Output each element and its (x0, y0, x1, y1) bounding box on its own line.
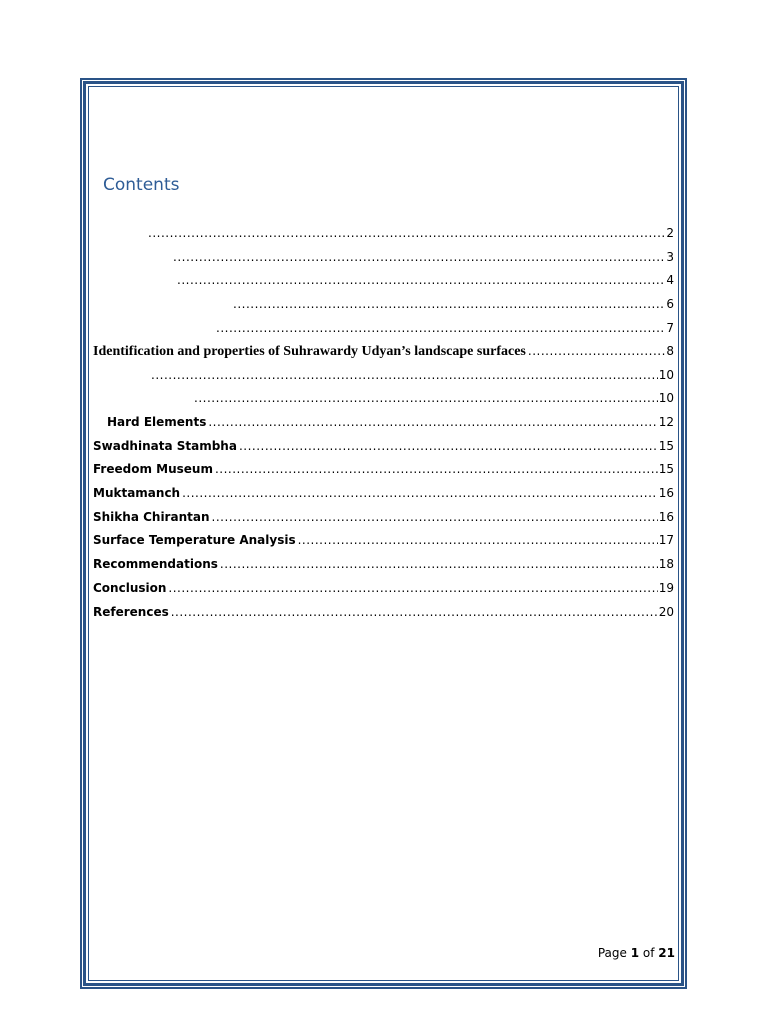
toc-entry-page: 16 (658, 510, 674, 524)
toc-entry-page: 15 (658, 462, 674, 476)
toc-entry[interactable] (93, 557, 674, 575)
toc-entry-page: 17 (658, 533, 674, 547)
toc-entry[interactable] (149, 368, 674, 386)
toc-leader-dots (173, 250, 665, 264)
toc-leader-dots (212, 510, 658, 524)
toc-entry[interactable] (93, 533, 674, 551)
toc-leader-dots (220, 557, 658, 571)
toc-entry-page: 18 (658, 557, 674, 571)
toc-entry-page: 20 (658, 605, 674, 619)
contents-heading: Contents (103, 175, 180, 195)
toc-entry[interactable] (231, 297, 674, 315)
toc-entry-page: 8 (666, 344, 674, 358)
toc-entry-page: 2 (666, 226, 674, 240)
toc-entry-title: Hard Elements (107, 415, 207, 429)
toc-entry-title: Surface Temperature Analysis (93, 533, 296, 547)
toc-entry-page: 7 (666, 321, 674, 335)
toc-entry-title: References (93, 605, 169, 619)
toc-entry-title: Conclusion (93, 581, 167, 595)
toc-leader-dots (148, 226, 665, 240)
toc-entry-page: 3 (666, 250, 674, 264)
toc-entry[interactable] (171, 250, 674, 268)
toc-leader-dots (171, 605, 658, 619)
toc-entry[interactable] (214, 321, 674, 339)
toc-leader-dots (168, 581, 657, 595)
toc-leader-dots (177, 273, 665, 287)
toc-entry-page: 16 (658, 486, 674, 500)
toc-leader-dots (182, 486, 658, 500)
toc-entry[interactable] (93, 462, 674, 480)
toc-entry[interactable] (93, 581, 674, 599)
toc-entry[interactable] (93, 486, 674, 504)
toc-entry-page: 4 (666, 273, 674, 287)
toc-entry[interactable] (107, 415, 674, 433)
toc-entry-page: 19 (658, 581, 674, 595)
toc-leader-dots (528, 344, 665, 358)
toc-leader-dots (194, 391, 658, 405)
toc-entry-page: 10 (658, 368, 674, 382)
toc-entry[interactable] (93, 439, 674, 457)
toc-leader-dots (216, 321, 665, 335)
toc-entry-title: Freedom Museum (93, 462, 213, 476)
toc-leader-dots (298, 533, 658, 547)
toc-entry-title: Swadhinata Stambha (93, 439, 237, 453)
toc-leader-dots (233, 297, 665, 311)
page-number-footer (598, 946, 675, 960)
toc-entry-page: 6 (666, 297, 674, 311)
toc-entry[interactable] (93, 510, 674, 528)
footer-current-page: 1 (630, 946, 640, 960)
toc-entry-title: Identification and properties of Suhrawardy Udyan’s landscape surfaces (93, 344, 526, 359)
footer-total-pages: 21 (658, 946, 675, 960)
toc-entry-title: Shikha Chirantan (93, 510, 210, 524)
toc-entry[interactable] (146, 226, 674, 244)
toc-entry-page: 12 (658, 415, 674, 429)
toc-leader-dots (208, 415, 657, 429)
toc-entry[interactable] (192, 391, 674, 409)
toc-entry[interactable] (93, 605, 674, 623)
toc-leader-dots (151, 368, 658, 382)
toc-leader-dots (239, 439, 658, 453)
toc-leader-dots (215, 462, 658, 476)
toc-entry-title: Recommendations (93, 557, 218, 571)
toc-entry[interactable] (175, 273, 674, 291)
toc-entry-page: 15 (658, 439, 674, 453)
footer-page-label: Page (597, 946, 627, 960)
footer-of-label: of (642, 946, 655, 960)
toc-entry-title: Muktamanch (93, 486, 181, 500)
toc-entry-page: 10 (658, 391, 674, 405)
toc-entry[interactable] (93, 344, 674, 362)
